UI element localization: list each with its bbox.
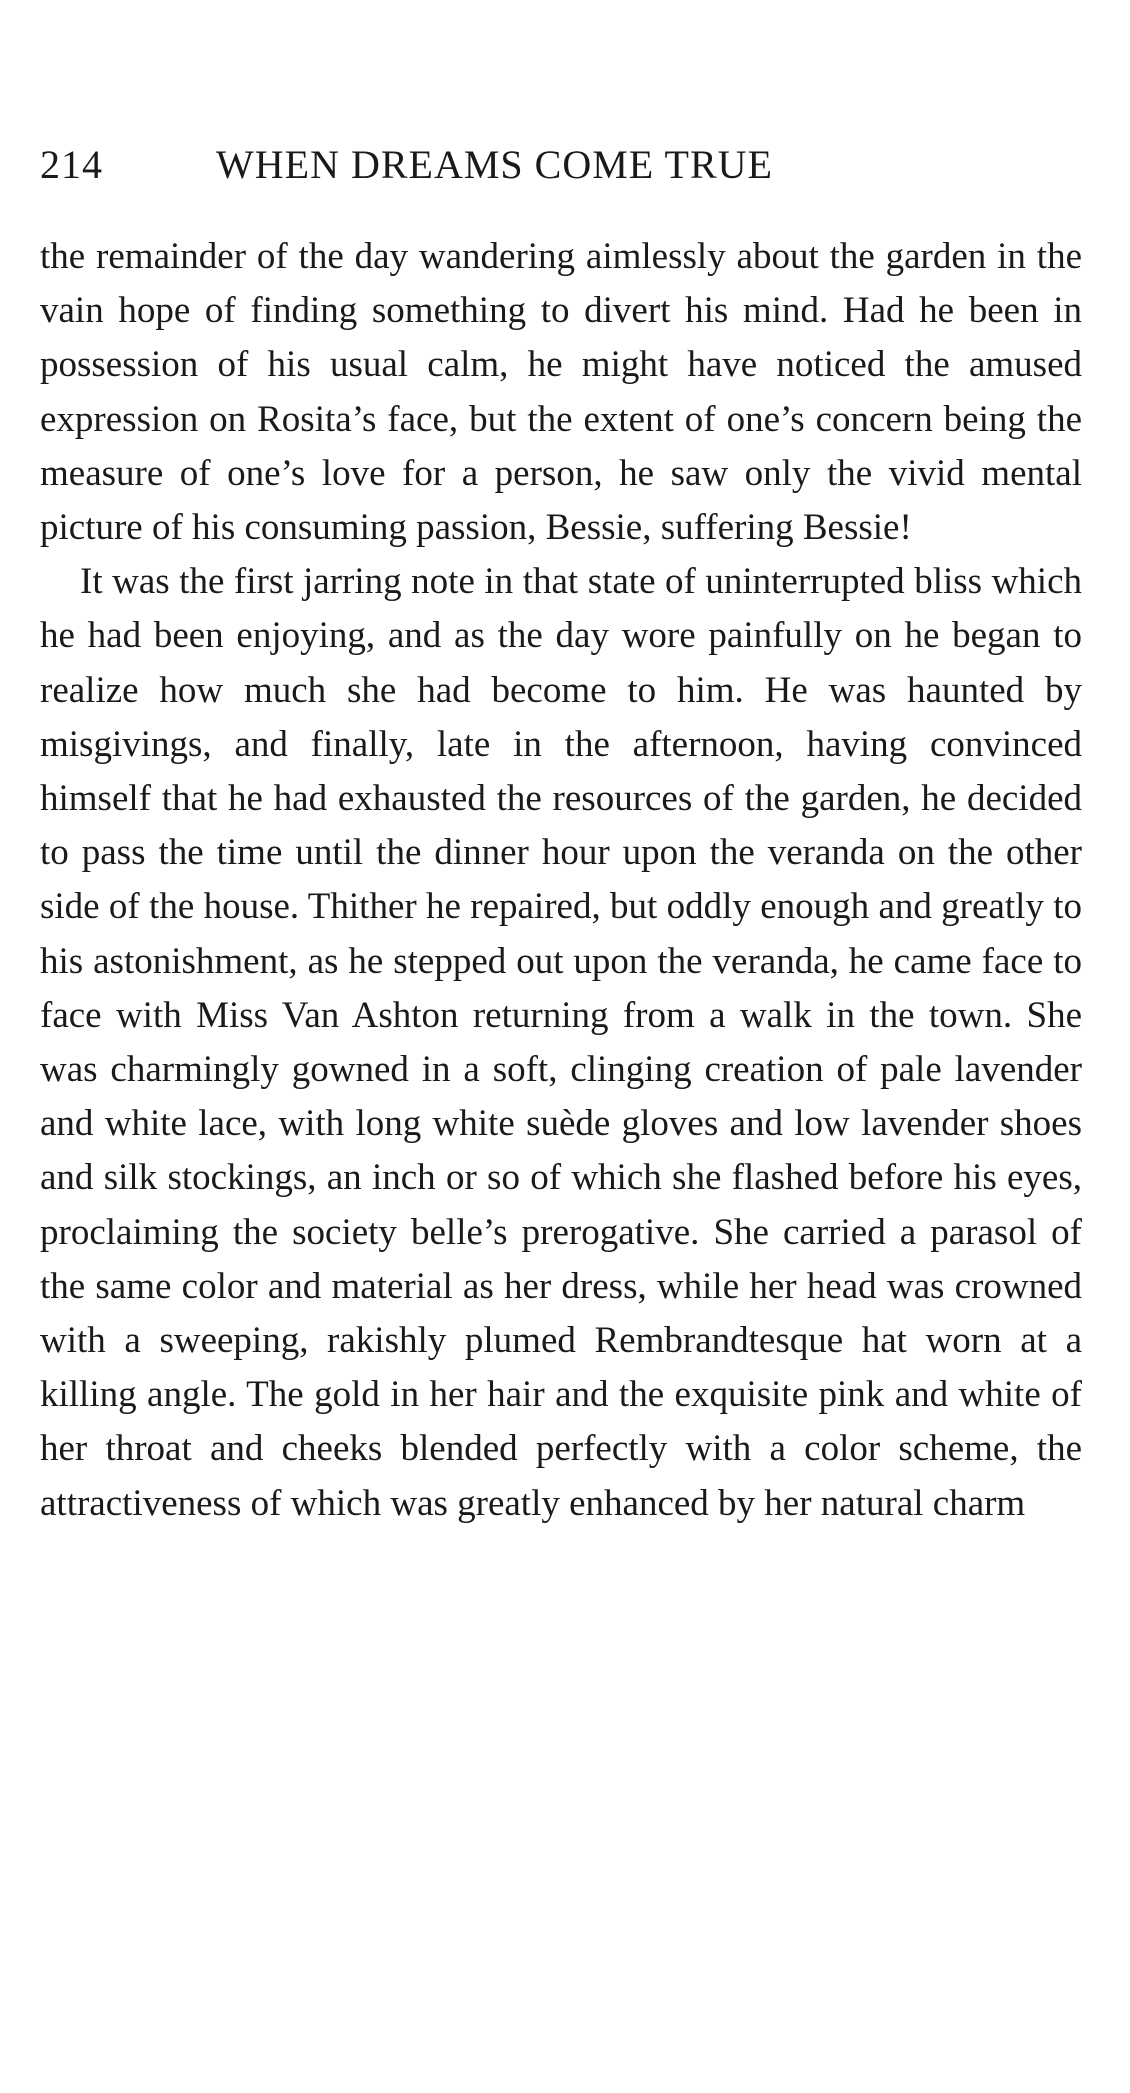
paragraph-2: It was the first jarring note in that state of uninterrupted bliss which he had been enjoying, and as the day wore painfully on he began to realize how much she had become to him. He was haunted by misgivings, and finally, late in the afternoon, having convinced himself that he had exhausted the resources of the garden, he decided to pass the time until the dinner hour upon the veranda on the other side of the house. Thither he repaired, but oddly enough and greatly to his astonishment, as he stepped out upon the veranda, he came face to face with Miss Van Ashton returning from a walk in the town. She was charmingly gowned in a soft, clinging creation of pale lavender and white lace, with long white suède gloves and low lavender shoes and silk stockings, an inch or so of which she flashed before his eyes, proclaiming the society belle’s prerogative. She carried a parasol of the same color and material as her dress, while her head was crowned with a sweeping, rakishly plumed Rembrandtesque hat worn at a killing angle. The gold in her hair and the exquisite pink and white of her throat and cheeks blended perfectly with a color scheme, the attractiveness of which was greatly enhanced by her natural charm (40, 561, 1082, 1524)
book-title: WHEN DREAMS COME TRUE (216, 142, 773, 187)
paragraph-1: the remainder of the day wandering aimlessly about the garden in the vain hope of finding something to divert his mind. Had he been in possession of his usual calm, he might have noticed the amused expression on Rosita’s face, but the extent of one’s concern being the measure of one’s love for a person, he saw only the vivid mental picture of his consuming passion, Bessie, suffering Bessie! (40, 236, 1082, 549)
running-header (40, 140, 1090, 190)
page-number: 214 (40, 142, 103, 187)
body-text (40, 230, 1082, 1531)
